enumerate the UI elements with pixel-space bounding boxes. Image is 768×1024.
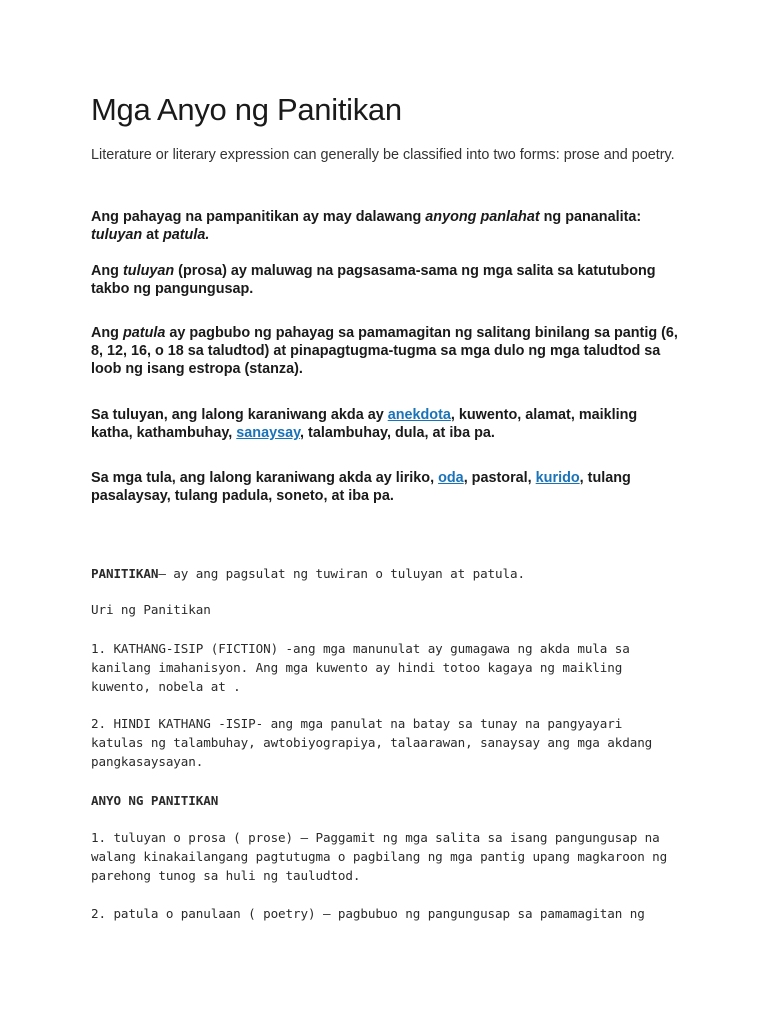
- text: , kuwento, alamat, maikling katha, kathambuhay,: [91, 407, 638, 441]
- text: , talambuhay, dula, at iba pa.: [300, 425, 495, 441]
- emphasis-text: anyong panlahat: [425, 209, 540, 225]
- term: PANITIKAN: [91, 566, 159, 581]
- paragraph-tuluyan: [91, 262, 681, 298]
- item-patula: 2. patula o panulaan ( poetry) – pagbubuo ng pangungusap sa pamamagitan ng: [91, 906, 645, 921]
- link-kurido[interactable]: kurido: [535, 470, 580, 486]
- text: Ang: [91, 263, 123, 279]
- section-heading-anyo: ANYO NG PANITIKAN: [91, 793, 219, 808]
- text: at: [142, 227, 163, 243]
- text: Ang: [91, 325, 123, 341]
- paragraph-tula-akda: [91, 469, 681, 505]
- emphasis-text: tuluyan: [91, 227, 143, 243]
- text: , pastoral,: [463, 470, 536, 486]
- text: Ang pahayag na pampanitikan ay may dalawang: [91, 209, 426, 225]
- paragraph-patula: [91, 324, 681, 378]
- text: (prosa) ay maluwag na pagsasama-sama ng mga salita sa katutubong takbo ng pangungusap.: [91, 263, 656, 297]
- emphasis-text: patula: [122, 325, 166, 341]
- paragraph-tuluyan-akda: [91, 406, 681, 442]
- paragraph-anyo: [91, 208, 681, 244]
- text: , tulang pasalaysay, tulang padula, soneto, at iba pa.: [91, 470, 631, 504]
- item-tuluyan-prosa: 1. tuluyan o prosa ( prose) – Paggamit ng mga salita sa isang pangungusap na walang kinakailangang pagtutugma o pagbilang ng mga pantig upang magkaroon ng parehong tunog sa huli ng tauludtod.: [91, 830, 668, 883]
- emphasis-text: patula.: [162, 227, 210, 243]
- intro-paragraph: Literature or literary expression can generally be classified into two forms: prose and poetry.: [91, 147, 675, 163]
- link-sanaysay[interactable]: sanaysay: [236, 425, 301, 441]
- text: – ay ang pagsulat ng tuwiran o tuluyan at patula.: [158, 566, 525, 581]
- text: Sa mga tula, ang lalong karaniwang akda ay liriko,: [91, 470, 439, 486]
- text: ng pananalita:: [539, 209, 642, 225]
- page-title: Mga Anyo ng Panitikan: [91, 92, 402, 127]
- link-oda[interactable]: oda: [438, 470, 464, 486]
- text: ay pagbubo ng pahayag sa pamamagitan ng salitang binilang sa pantig (6, 8, 12, 16, o 18 sa taludtod) at pinapagtugma-tugma sa mga dulo ng mga taludtod sa loob ng isang estropa (stanza).: [91, 325, 678, 377]
- emphasis-text: tuluyan: [122, 263, 175, 279]
- link-anekdota[interactable]: anekdota: [387, 407, 451, 423]
- section-heading-uri: Uri ng Panitikan: [91, 602, 211, 617]
- item-kathang-isip: 1. KATHANG-ISIP (FICTION) -ang mga manunulat ay gumagawa ng akda mula sa kanilang imahanisyon. Ang mga kuwento ay hindi totoo kagaya ng maikling kuwento, nobela at .: [91, 641, 630, 694]
- text: Sa tuluyan, ang lalong karaniwang akda ay: [91, 407, 388, 423]
- item-hindi-kathang-isip: 2. HINDI KATHANG -ISIP- ang mga panulat na batay sa tunay na pangyayari katulas ng talambuhay, awtobiyograpiya, talaarawan, sanaysay ang mga akdang pangkasaysayan.: [91, 716, 653, 769]
- definition-panitikan: [91, 564, 681, 583]
